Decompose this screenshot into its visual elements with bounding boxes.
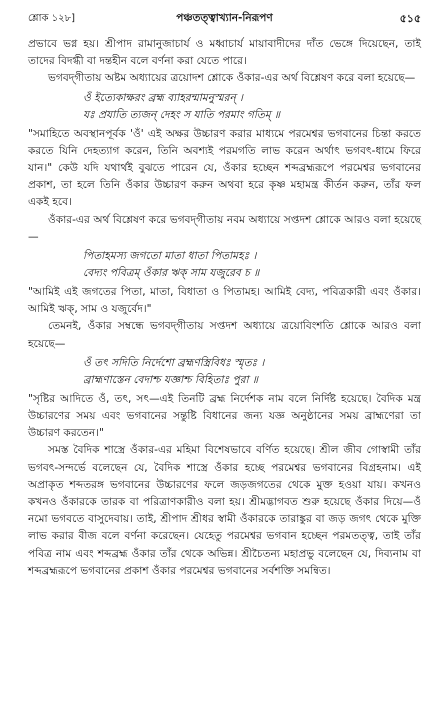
verse-line: বেদ্যং পবিত্রম্ ওঁকার ঋক্ সাম যজুরেব চ ॥ [83, 267, 260, 280]
paragraph: ওঁকার-এর অর্থ বিশ্লেষণ করে ভগবদ্‌গীতায় নবম অধ্যায়ে সপ্তদশ শ্লোকে আরও বলা হয়েছে— [28, 213, 421, 243]
verse-reference: শ্লোক ১২৮] [28, 13, 76, 24]
paragraph: প্রভাবে ভগ্ন হয়। শ্রীপাদ রামানুজাচার্য ও মধ্বাচার্য মায়াবাদীদের দাঁত ভেঙ্গে দিয়েছেন, তাই তাদের বিদগ্ধী বা দন্তহীন বলে বর্ণনা করা যেতে পারে। [28, 38, 421, 68]
page-header [28, 10, 421, 28]
page-number: ৫১৫ [399, 12, 421, 25]
translation: "আমিই এই জগতের পিতা, মাতা, বিধাতা ও পিতামহ। আমিই বেদ্য, পবিত্রকারী এবং ওঁকার। আমিই ঋক্, সাম ও যজুর্বেদ।" [28, 286, 421, 316]
verse-line: ওঁ তৎ সদিতি নির্দেশো ব্রহ্মণস্ত্রিবিধঃ স্মৃতঃ । [83, 356, 265, 369]
paragraph: সমস্ত বৈদিক শাস্ত্রে ওঁকার-এর মহিমা বিশেষভাবে বর্ণিত হয়েছে। শ্রীল জীব গোস্বামী তাঁর ভগবৎ-সন্দর্ভে বলেছেন যে, বৈদিক শাস্ত্রে ওঁকার হচ্ছে পরমেশ্বর ভগবানের বিগ্রহনাম। এই অপ্রাকৃত শব্দতরঙ্গ ভগবানের উচ্চারণের ফলে জড়জগতের থেকে মুক্ত হওয়া যায়। কখনও কখনও ওঁকারকে তারক বা পরিত্রাণকারীও বলা হয়। শ্রীমদ্ভাগবত শুরু হয়েছে ওঁকার দিয়ে—ওঁ নমো ভগবতে বাসুদেবায়। তাই, শ্রীপাদ শ্রীধর স্বামী ওঁকারকে তারাঙ্কুর বা জড় জগৎ থেকে মুক্তি লাভ করার বীজ বলে বর্ণনা করেছেন। যেহেতু পরমেশ্বর ভগবান হচ্ছেন পরমতত্ত্ব, তাই তাঁর পবিত্র নাম এবং শব্দব্রহ্ম ওঁকার তাঁর থেকে অভিন্ন। শ্রীচৈতন্য মহাপ্রভু বলেছেন যে, দিব্যনাম বা শব্দব্রহ্মরূপে ভগবানের প্রকাশ ওঁকার পরমেশ্বর ভগবানের সর্বশক্তি সমন্বিত। [28, 444, 421, 577]
verse-line: ব্রাহ্মণাস্তেন বেদাশ্চ যজ্ঞাশ্চ বিহিতাঃ পুরা ॥ [83, 373, 258, 386]
verse-line: যঃ প্রযাতি ত্যজন্ দেহং স যাতি পরমাং গতিম্ ॥ [83, 108, 281, 121]
translation: "সমাহিতে অবস্থানপূর্বক 'ওঁ' এই অক্ষর উচ্চারণ করার মাধ্যমে পরমেশ্বর ভগবানের চিন্তা করতে করতে যিনি দেহত্যাগ করেন, তিনি অবশ্যই পরমগতি লাভ করেন অর্থাৎ ভগবৎ-ধামে ফিরে যান।" কেউ যদি যথার্থই বুঝতে পারেন যে, ওঁকার হচ্ছেন শব্দব্রহ্মরূপে পরমেশ্বর ভগবানের প্রকাশ, তা হলে তিনি ওঁকার উচ্চারণ করুন অথবা হরে কৃষ্ণ মহামন্ত্র কীর্তন করুন, তাঁর ফল একই হবে। [28, 127, 421, 209]
sanskrit-verse [83, 355, 421, 389]
page-body [28, 36, 421, 580]
paragraph: ভগবদ্‌গীতায় অষ্টম অধ্যায়ের ত্রয়োদশ শ্লোকে ওঁকার-এর অর্থ বিশ্লেষণ করে বলা হয়েছে— [48, 72, 416, 85]
verse-line: পিতাহমস্য জগতো মাতা ধাতা পিতামহঃ । [83, 250, 257, 263]
sanskrit-verse [83, 248, 421, 282]
translation: "সৃষ্টির আদিতে ওঁ, তৎ, সৎ—এই তিনটি ব্রহ্ম নির্দেশক নাম বলে নির্দিষ্ট হয়েছে। বৈদিক মন্ত্র উচ্চারণের সময় এবং ভগবানের সন্তুষ্টি বিধানের জন্য যজ্ঞ অনুষ্ঠানের সময় ব্রাহ্মণেরা তা উচ্চারণ করতেন।" [28, 392, 421, 440]
chapter-title: পঞ্চতত্ত্বাখ্যান-নিরূপণ [176, 12, 273, 24]
paragraph: তেমনই, ওঁকার সম্বন্ধে ভগবদ্‌গীতায় সপ্তদশ অধ্যায়ে ত্রয়োবিংশতি শ্লোকে আরও বলা হয়েছে— [28, 320, 421, 350]
sanskrit-verse [83, 90, 421, 124]
verse-line: ওঁ ইত্যেকাক্ষরং ব্রহ্ম ব্যাহরন্মামনুস্মরন্ । [83, 91, 243, 104]
